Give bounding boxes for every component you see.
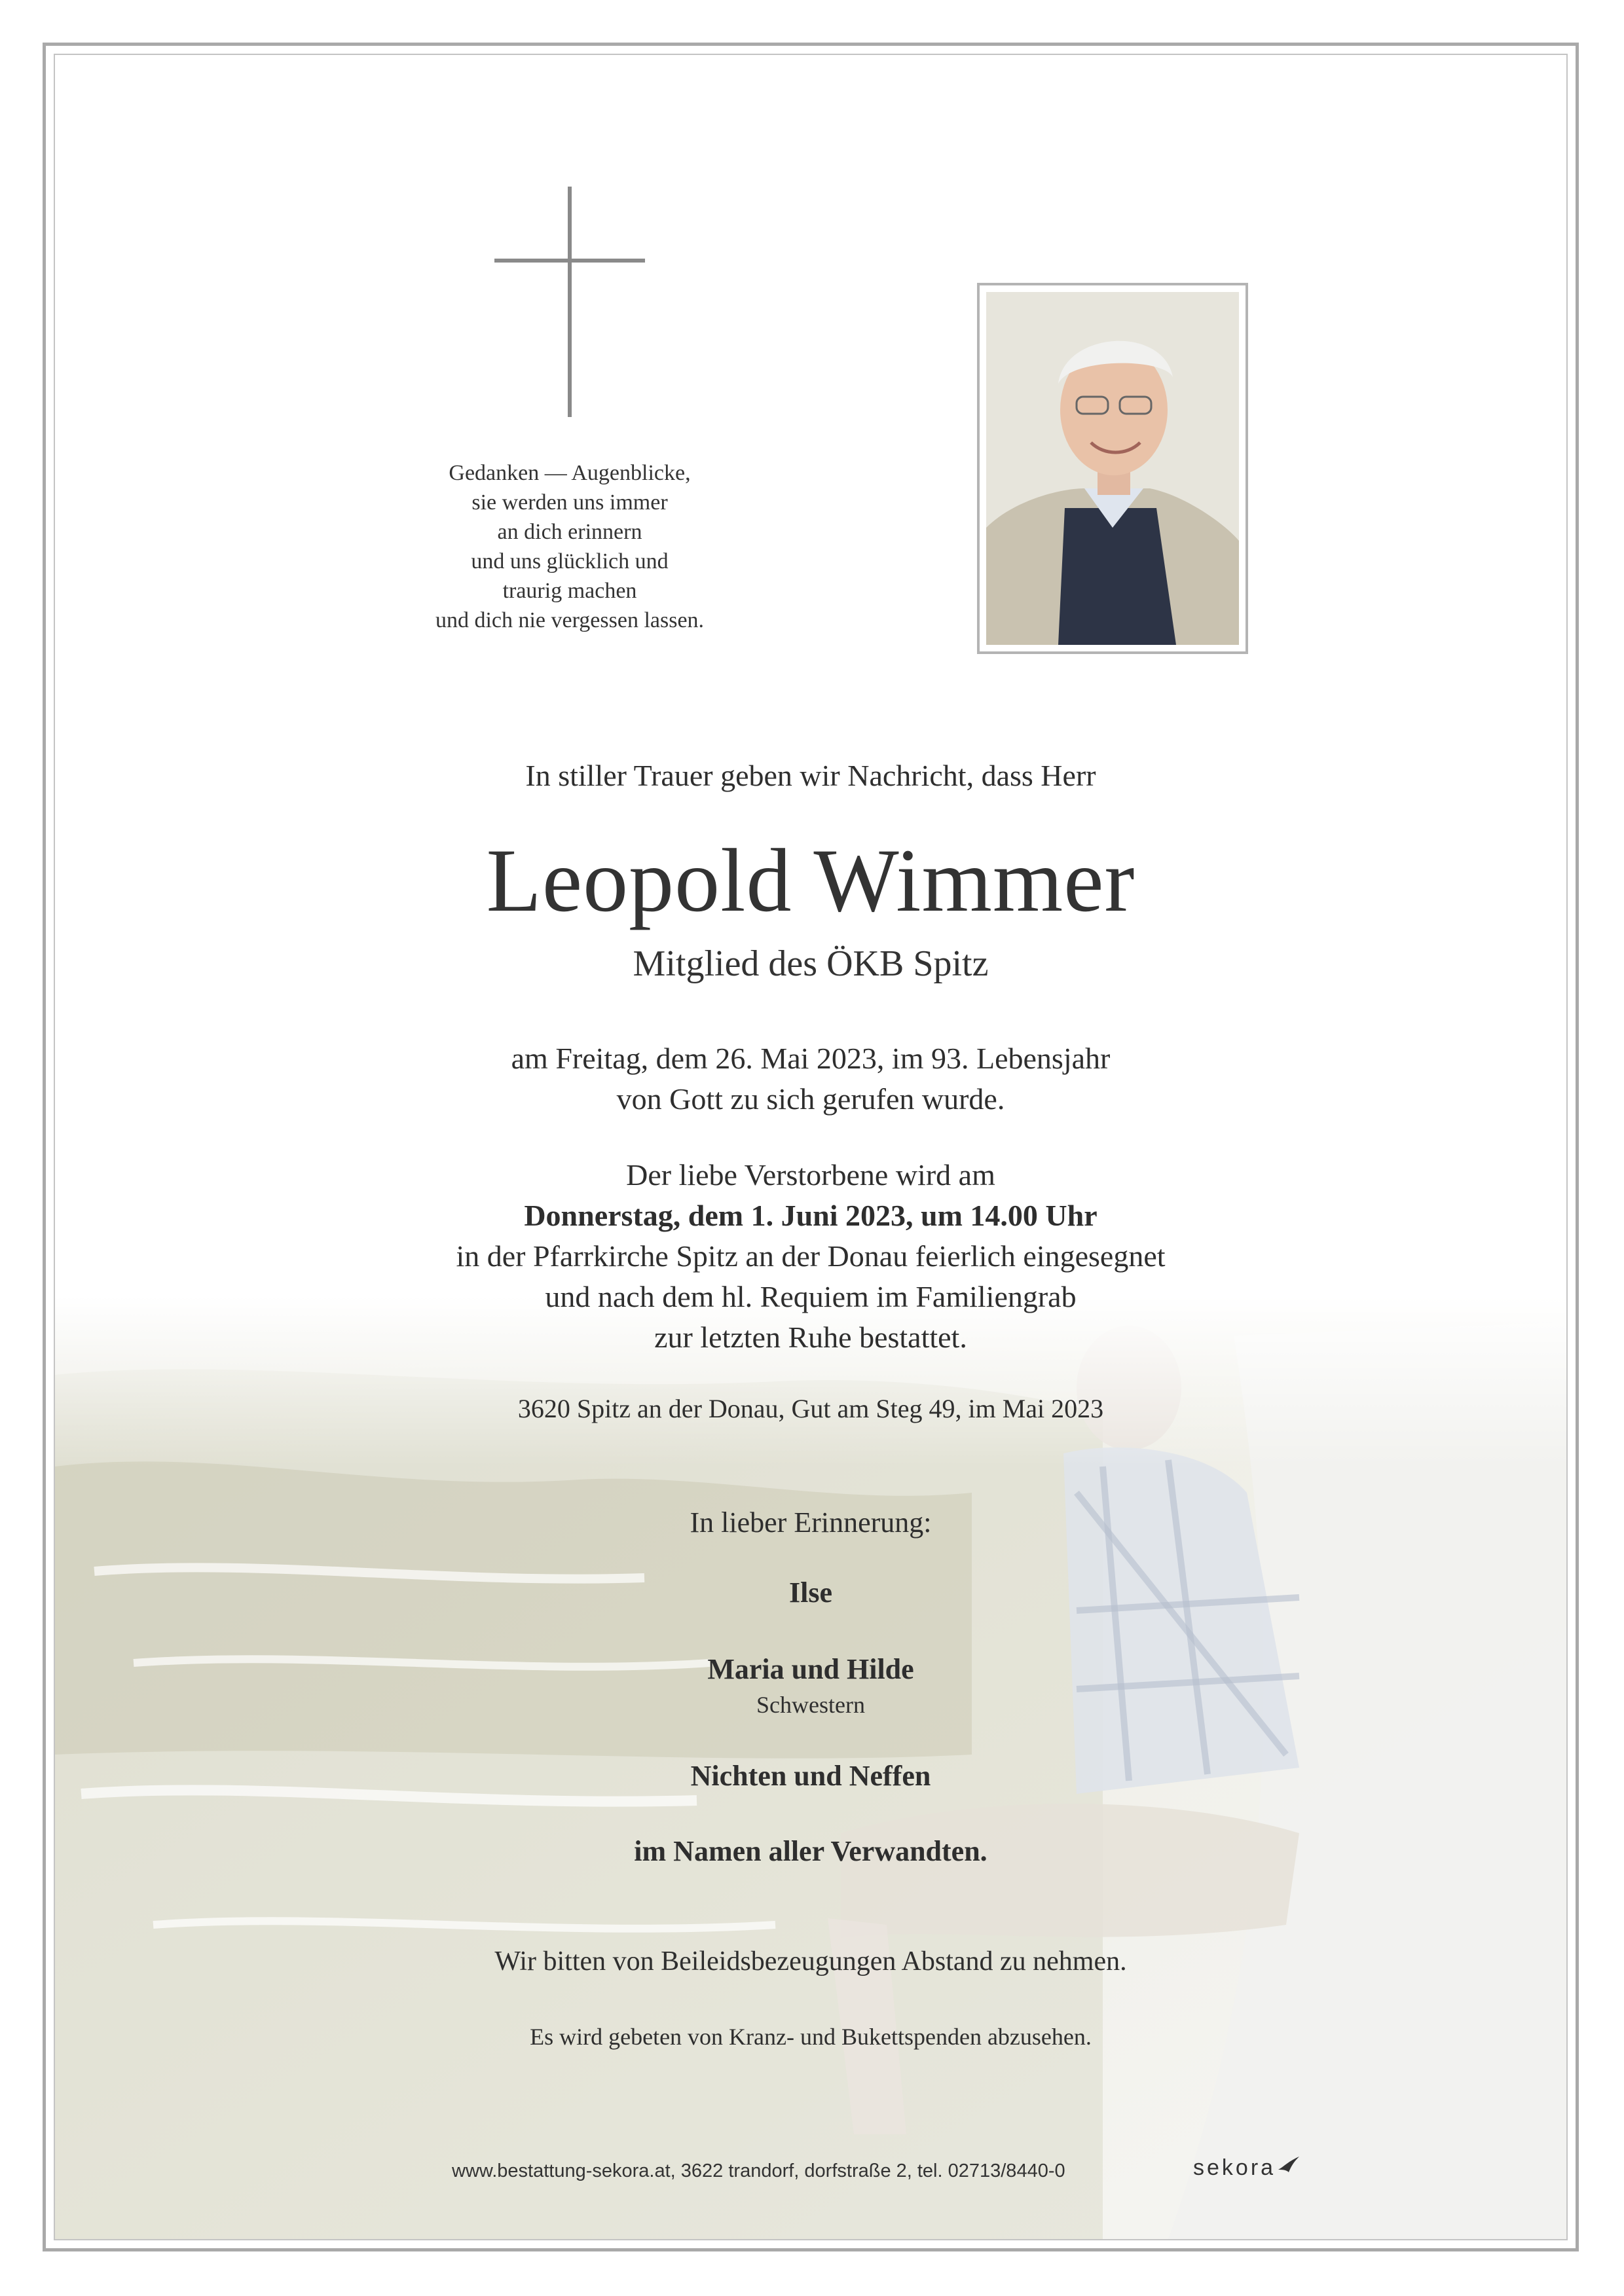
condolence-request: Wir bitten von Beileidsbezeugungen Abstand zu nehmen. bbox=[494, 1946, 1127, 1977]
cross-icon bbox=[494, 187, 645, 417]
funeral-line: in der Pfarrkirche Spitz an der Donau feierlich eingesegnet bbox=[456, 1239, 1166, 1273]
mourner-sisters: Maria und Hilde bbox=[707, 1653, 914, 1685]
logo-word: sekora bbox=[1193, 2155, 1276, 2180]
funeral-line: und nach dem hl. Requiem im Familiengrab bbox=[545, 1280, 1077, 1313]
death-line: am Freitag, dem 26. Mai 2023, im 93. Lebensjahr bbox=[511, 1042, 1111, 1075]
address-line: 3620 Spitz an der Donau, Gut am Steg 49, im Mai 2023 bbox=[517, 1394, 1104, 1423]
poem-line: traurig machen bbox=[502, 579, 637, 603]
portrait-image bbox=[986, 292, 1239, 645]
funeral-date: Donnerstag, dem 1. Juni 2023, um 14.00 Uhr bbox=[524, 1199, 1098, 1232]
flowers-request: Es wird gebeten von Kranz- und Bukettspenden abzusehen. bbox=[530, 2024, 1092, 2050]
poem-line: an dich erinnern bbox=[497, 520, 642, 544]
poem-line: sie werden uns immer bbox=[471, 490, 668, 515]
sisters-role: Schwestern bbox=[756, 1692, 865, 1718]
funeral-line: Der liebe Verstorbene wird am bbox=[626, 1158, 995, 1192]
poem-line: und dich nie vergessen lassen. bbox=[435, 608, 705, 632]
bird-icon bbox=[1277, 2155, 1301, 2175]
membership-subtitle: Mitglied des ÖKB Spitz bbox=[633, 943, 989, 984]
funeral-info bbox=[55, 1155, 1566, 1358]
death-info bbox=[55, 1038, 1566, 1120]
poem-line: Gedanken — Augenblicke, bbox=[449, 461, 691, 485]
funeral-home-contact: www.bestattung-sekora.at, 3622 trandorf, dorfstraße 2, tel. 02713/8440-0 bbox=[452, 2160, 1065, 2181]
sekora-logo bbox=[1193, 2155, 1298, 2195]
poem-line: und uns glücklich und bbox=[471, 549, 669, 574]
poem bbox=[367, 458, 773, 635]
deceased-name: Leopold Wimmer bbox=[486, 830, 1135, 930]
mourner-ilse: Ilse bbox=[789, 1576, 832, 1609]
mourner-relatives: im Namen aller Verwandten. bbox=[634, 1835, 987, 1867]
portrait-photo bbox=[977, 283, 1248, 654]
intro-text: In stiller Trauer geben wir Nachricht, dass Herr bbox=[525, 759, 1096, 792]
mourner-nephews: Nichten und Neffen bbox=[690, 1760, 931, 1792]
death-line: von Gott zu sich gerufen wurde. bbox=[616, 1082, 1005, 1116]
memory-heading: In lieber Erinnerung: bbox=[690, 1506, 932, 1539]
funeral-line: zur letzten Ruhe bestattet. bbox=[654, 1321, 967, 1354]
